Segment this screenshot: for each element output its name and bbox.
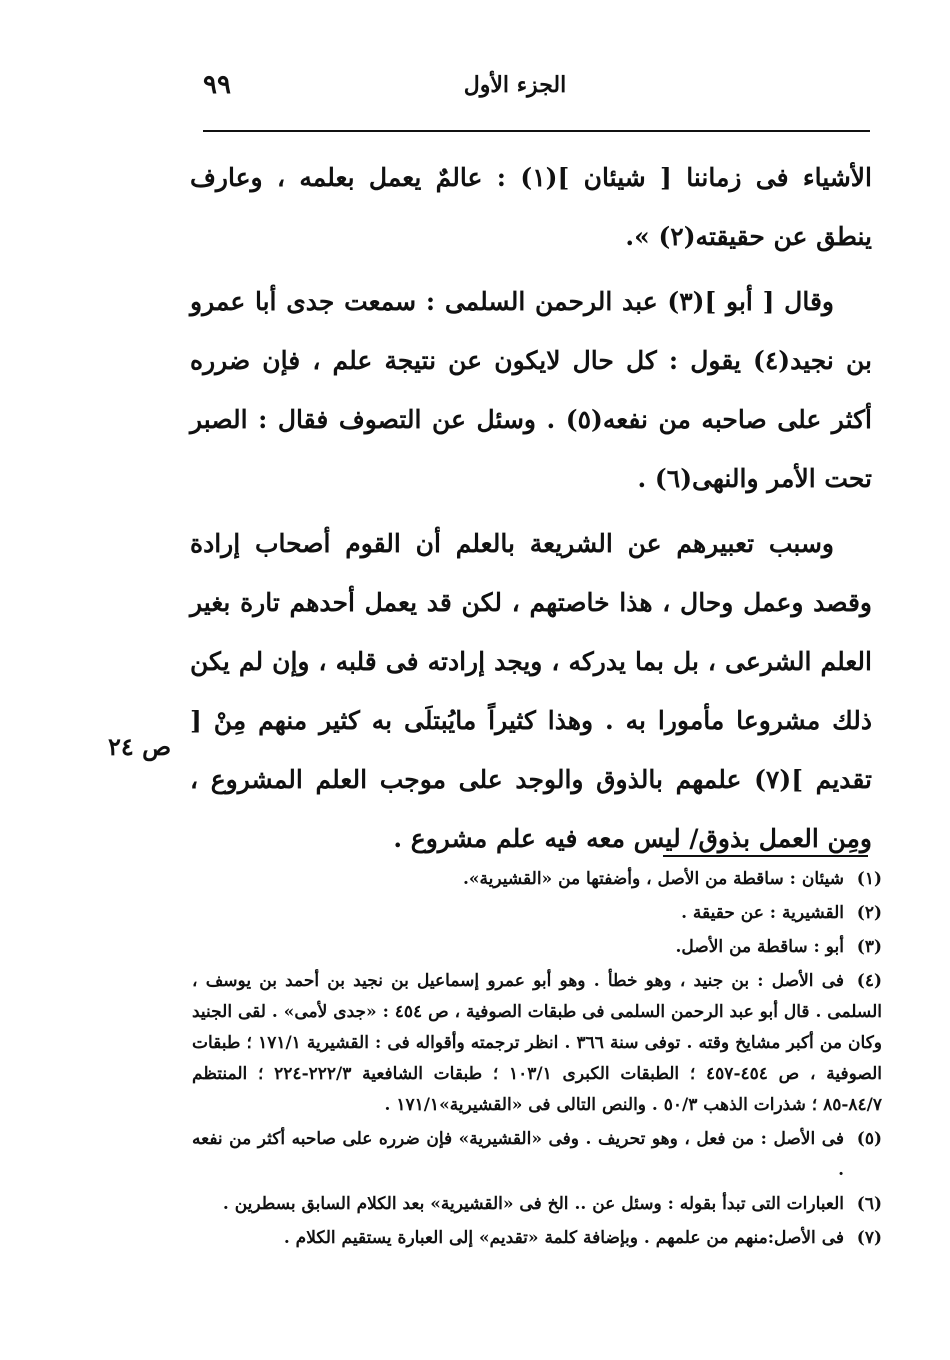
footnote-number: (٢) (856, 903, 882, 923)
footnote-6 (192, 1189, 882, 1220)
footnote-number: (٦) (856, 1194, 882, 1214)
footnote-number: (١) (856, 869, 882, 889)
footnotes (192, 864, 882, 1254)
footnote-4 (192, 966, 882, 1121)
footnote-3 (192, 932, 882, 963)
footnote-text: أبو : ساقطة من الأصل. (675, 937, 844, 957)
footnote-7 (192, 1223, 882, 1254)
header-rule (203, 130, 870, 132)
paragraph-1: الأشياء فى زماننا [ شيئان ](١) : عالمٌ يعمل بعلمه ، وعارف ينطق عن حقيقته(٢) ». (190, 163, 872, 251)
footnote-text: فى الأصل:منهم من علمهم . وبإضافة كلمة «تقديم» إلى العبارة يستقيم الكلام . (283, 1228, 844, 1248)
main-text (190, 148, 872, 868)
footnote-text: شيئان : ساقطة من الأصل ، وأضفتها من «القشيرية». (462, 869, 844, 889)
footnote-rule (663, 855, 868, 857)
footnote-number: (٤) (856, 971, 882, 991)
footnote-5 (192, 1124, 882, 1186)
footnote-1 (192, 864, 882, 895)
footnote-text: العبارات التى تبدأ بقوله : وسئل عن .. الخ فى «القشيرية» بعد الكلام السابق بسطرين . (222, 1194, 844, 1214)
footnote-number: (٣) (856, 937, 882, 957)
running-head: الجزء الأول (463, 72, 567, 98)
paragraph-3: وسبب تعبيرهم عن الشريعة بالعلم أن القوم أصحاب إرادة وقصد وعمل وحال ، هذا خاصتهم ، لكن قد يعمل أحدهم تارة بغير العلم الشرعى ، بل بما يدركه ، ويجد إرادته فى قلبه ، وإن لم يكن ذلك مشروعا مأمورا به . وهذا كثيراً مايُبتلَى به كثير منهم مِنْ [ تقديم ](٧) علمهم بالذوق والوجد على موجب العلم المشروع ، ومِن العمل بذوق/ ليس معه فيه علم مشروع . (190, 529, 873, 853)
footnote-text: القشيرية : عن حقيقة . (681, 903, 844, 923)
margin-page-reference: ص ٢٤ (108, 732, 172, 761)
footnote-number: (٥) (856, 1129, 882, 1149)
page-number: ٩٩ (203, 70, 231, 100)
footnote-2 (192, 898, 882, 929)
paragraph-2: وقال [ أبو ](٣) عبد الرحمن السلمى : سمعت جدى أبا عمرو بن نجيد(٤) يقول : كل حال لايكون عن نتيجة علم ، فإن ضرره أكثر على صاحبه من نفعه(٥) . وسئل عن التصوف فقال : الصبر تحت الأمر والنهى(٦) . (190, 287, 872, 493)
footnote-number: (٧) (856, 1228, 882, 1248)
footnote-text: فى الأصل : بن جنيد ، وهو خطأ . وهو أبو عمرو إسماعيل بن نجيد بن أحمد بن يوسف ، السلمى . قال أبو عبد الرحمن السلمى فى طبقات الصوفية ، ص ٤٥٤ : «جدى لأمى» . لقى الجنيد وكان من أكبر مشايخ وقته . توفى سنة ٣٦٦ . انظر ترجمته وأقواله فى : القشيرية ١٧١/١ ؛ طبقات الصوفية ، ص ٤٥٤-٤٥٧ ؛ الطبقات الكبرى ١٠٣/١ ؛ طبقات الشافعية ٢٢٢/٣-٢٢٤ ؛ المنتظم ٨٤/٧-٨٥ ؛ شذرات الذهب ٥٠/٣ . والنص التالى فى «القشيرية»١٧١/١ . (192, 971, 883, 1115)
footnote-text: فى الأصل : من فعل ، وهو تحريف . وفى «القشيرية» فإن ضرره على صاحبه أكثر من نفعه . (192, 1129, 844, 1180)
